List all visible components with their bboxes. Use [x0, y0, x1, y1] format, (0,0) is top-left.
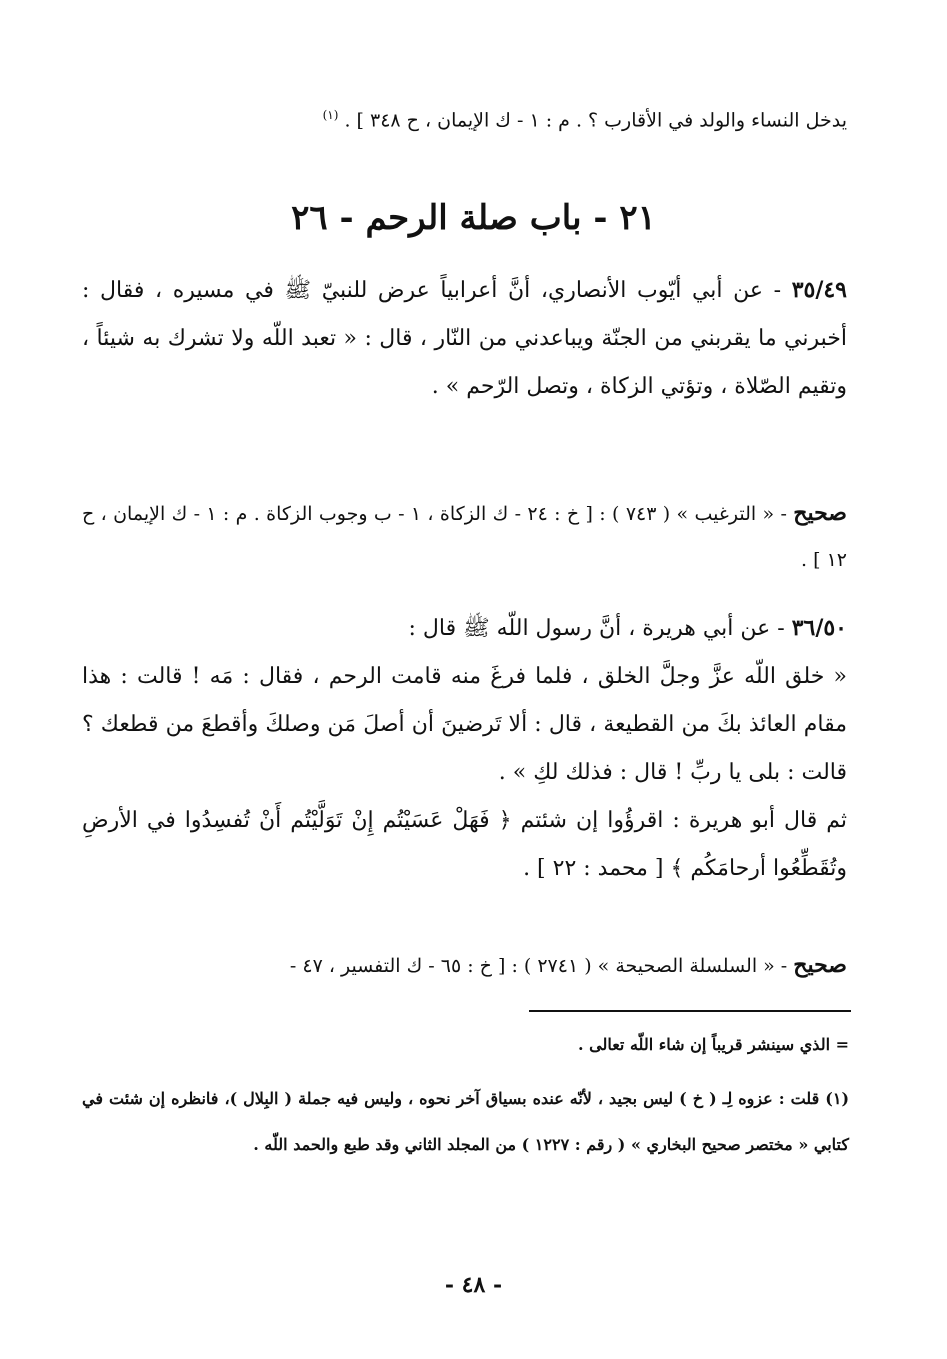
previous-hadith-text: يدخل النساء والولد في الأقارب ؟ . م : ١ - ك الإيمان ، ح ٣٤٨ ] . [344, 109, 847, 132]
hadith-intro: - عن أبي هريرة ، أنَّ رسول اللّه ﷺ قال : [408, 616, 785, 641]
hadith-quote: « تعبد اللّه ولا تشرك به شيئاً ، وتقيم الصّلاة ، وتؤتي الزكاة ، وتصل الرّحم » . [82, 326, 847, 399]
grade-label: صحيح [793, 952, 847, 978]
hadith-followup: ثم قال أبو هريرة : اقرؤُوا إن شئتم ﴿ فَهَلْ عَسَيْتُم إِنْ تَوَلَّيْتُم أَنْ تُفسِدُوا في الأرضِ وتُقَطِّعُوا أرحامَكُم ﴾ [ محمد : ٢٢ ] . [82, 808, 847, 881]
grade-source: - « الترغيب » ( ٧٤٣ ) : [ خ : ٢٤ - ك الزكاة ، ١ - ب وجوب الزكاة . م : ١ - ك الإيمان ، ح ١٢ ] . [82, 503, 847, 571]
footnote-continuation: = الذي سينشر قريباً إن شاء اللّه تعالى . [577, 1035, 849, 1054]
hadith-quote: « خلق اللّه عزَّ وجلَّ الخلق ، فلما فرغَ منه قامت الرحم ، فقال : مَه ! قالت : هذا مقام العائذ بكَ من القطيعة ، قال : ألا تَرضينَ أن أصلَ مَن وصلكَ وأقطعَ من قطعك ؟ قالت : بلى يا ربِّ ! قال : فذلك لكِ » . [82, 664, 847, 785]
grade-source: - « السلسلة الصحيحة » ( ٢٧٤١ ) : [ خ : ٦٥ - ك التفسير ، ٤٧ - [289, 955, 788, 977]
hadith-number: ٣٦/٥٠ [791, 615, 847, 641]
previous-hadith-continuation [82, 95, 847, 140]
chapter-title: ٢١ - باب صلة الرحم - ٢٦ [291, 198, 656, 238]
hadith-heading [82, 604, 847, 653]
hadith-intro: - عن أبي أيّوب الأنصاري، أنَّ أعرابياً عرض للنبيّ ﷺ في مسيره ، فقال : أخبرني ما يقربني من الجنّة ويباعدني من النّار ، قال : [82, 278, 847, 351]
hadith-49 [82, 266, 847, 411]
hadith-number: ٣٥/٤٩ [791, 277, 847, 303]
footnote-1: (١) قلت : عزوه لِـ ( خ ) ليس بجيد ، لأنّه عنده بسياق آخر نحوه ، وليس فيه جملة ( البِلال )، فانظره إن شئت في كتابي « مختصر صحيح البخاري » ( رقم : ١٢٢٧ ) من المجلد الثاني وقد طبع والحمد اللّه . [82, 1089, 850, 1154]
hadith-50-grading [82, 942, 847, 989]
grade-label: صحيح [793, 500, 847, 526]
footnote-divider [529, 1010, 851, 1012]
hadith-50 [82, 604, 847, 893]
footnote-marker: (١) [322, 108, 339, 122]
page-number: - ٤٨ - [444, 1272, 503, 1298]
hadith-49-grading [82, 490, 847, 583]
